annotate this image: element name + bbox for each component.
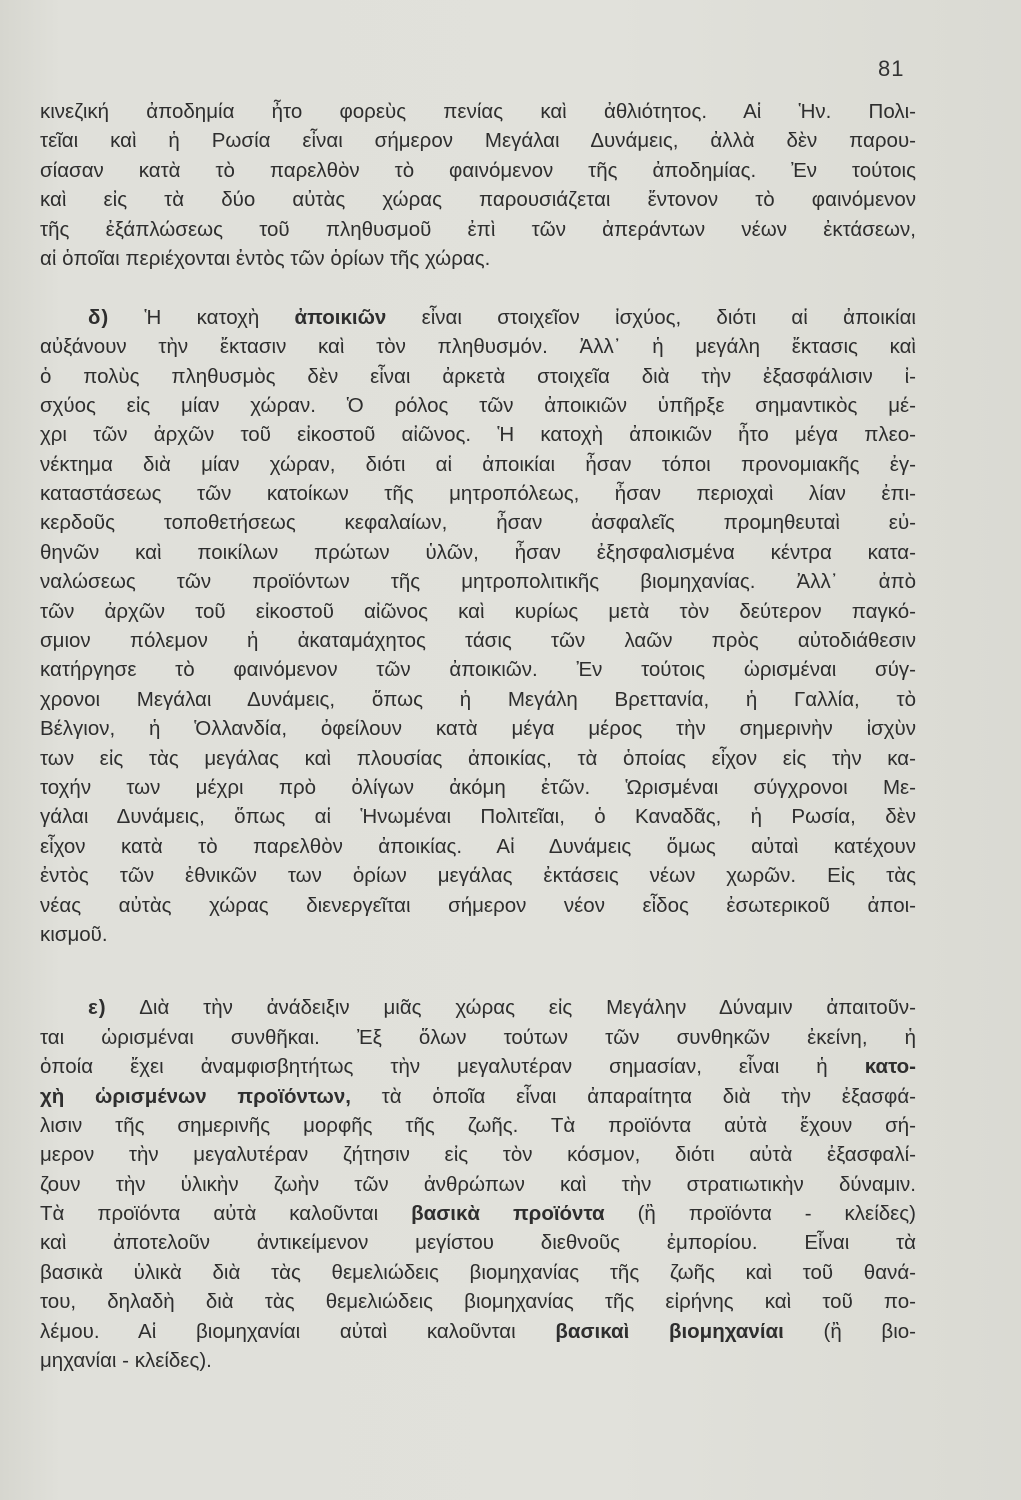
text-line: γάλαι Δυνάμεις, ὅπως αἱ Ἡνωμέναι Πολιτεῖαι, ὁ Καναδᾶς, ἡ Ρωσία, δὲν <box>40 805 916 829</box>
body-text <box>40 97 916 1375</box>
text-line: εἶχον κατὰ τὸ παρελθὸν ἀποικίας. Αἱ Δυνάμεις ὅμως αὐταὶ κατέχουν <box>40 834 916 858</box>
text-line: ναλώσεως τῶν προϊόντων τῆς μητροπολιτικῆς βιομηχανίας. Ἀλλ᾽ ἀπὸ <box>40 570 916 594</box>
text-line <box>40 1317 916 1346</box>
text-run: Τὰ προϊόντα αὐτὰ καλοῦνται <box>40 1202 412 1226</box>
text-line: τῶν ἀρχῶν τοῦ εἰκοστοῦ αἰῶνος καὶ κυρίως μετὰ τὸν δεύτερον παγκό- <box>40 599 916 623</box>
text-line: αἱ ὁποῖαι περιέχονται ἐντὸς τῶν ὁρίων τῆς χώρας. <box>40 246 491 270</box>
text-line: καταστάσεως τῶν κατοίκων τῆς μητροπόλεως, ἦσαν περιοχαὶ λίαν ἐπι- <box>40 482 916 506</box>
text-line <box>40 1199 916 1228</box>
text-line: χρι τῶν ἀρχῶν τοῦ εἰκοστοῦ αἰῶνος. Ἡ κατοχὴ ἀποικιῶν ἦτο μέγα πλεο- <box>40 423 916 447</box>
paragraph-1 <box>40 97 916 273</box>
text-line: κερδοῦς τοποθετήσεως κεφαλαίων, ἦσαν ἀσφαλεῖς προμηθευταὶ εὐ- <box>40 511 916 535</box>
text-line: σχύος εἰς μίαν χώραν. Ὁ ρόλος τῶν ἀποικιῶν ὑπῆρξε σημαντικὸς μέ- <box>40 393 916 417</box>
section-marker: ε) <box>88 996 107 1020</box>
text-line: αὐξάνουν τὴν ἔκτασιν καὶ τὸν πληθυσμόν. Ἀλλ᾽ ἡ μεγάλη ἔκτασις καὶ <box>40 335 916 359</box>
text-line: χρονοι Μεγάλαι Δυνάμεις, ὅπως ἡ Μεγάλη Βρεττανία, ἡ Γαλλία, τὸ <box>40 687 916 711</box>
bold-term: ἀποικιῶν <box>294 305 387 329</box>
text-run: εἶναι στοιχεῖον ἰσχύος, διότι αἱ ἀποικίαι <box>386 305 916 329</box>
bold-term: βασικαὶ βιομηχανίαι <box>555 1319 784 1343</box>
paragraph-delta <box>40 303 916 950</box>
text-line <box>40 993 916 1022</box>
text-line: βασικὰ ὑλικὰ διὰ τὰς θεμελιώδεις βιομηχανίας τῆς ζωῆς καὶ τοῦ θανά- <box>40 1260 916 1284</box>
text-line: κατήργησε τὸ φαινόμενον τῶν ἀποικιῶν. Ἐν τούτοις ὡρισμέναι σύγ- <box>40 658 916 682</box>
text-line <box>40 1082 916 1111</box>
text-line: τοχήν των μέχρι πρὸ ὀλίγων ἀκόμη ἐτῶν. Ὡρισμέναι σύγχρονοι Με- <box>40 775 916 799</box>
text-run: λέμου. Αἱ βιομηχανίαι αὐταὶ καλοῦνται <box>40 1319 556 1343</box>
text-line: Βέλγιον, ἡ Ὁλλανδία, ὀφείλουν κατὰ μέγα μέρος τὴν σημερινὴν ἰσχὺν <box>40 717 916 741</box>
text-line: μερον τὴν μεγαλυτέραν ζήτησιν εἰς τὸν κόσμον, διότι αὐτὰ ἐξασφαλί- <box>40 1143 916 1167</box>
text-line <box>40 1052 916 1081</box>
text-run: τὰ ὁποῖα εἶναι ἀπαραίτητα διὰ τὴν ἐξασφά- <box>350 1084 917 1108</box>
text-run: (ἢ προϊόντα - κλείδες) <box>604 1202 917 1226</box>
text-line: νέας αὐτὰς χώρας διενεργεῖται σήμερον νέον εἶδος ἐσωτερικοῦ ἀποι- <box>40 893 916 917</box>
text-line: των εἰς τὰς μεγάλας καὶ πλουσίας ἀποικίας, τὰ ὁποίας εἶχον εἰς τὴν κα- <box>40 746 916 770</box>
text-line: καὶ εἰς τὰ δύο αὐτὰς χώρας παρουσιάζεται ἔντονον τὸ φαινόμενον <box>40 188 916 212</box>
text-line: κισμοῦ. <box>40 922 108 946</box>
text-line: τεῖαι καὶ ἡ Ρωσία εἶναι σήμερον Μεγάλαι Δυνάμεις, ἀλλὰ δὲν παρου- <box>40 129 916 153</box>
text-line: τῆς ἐξάπλώσεως τοῦ πληθυσμοῦ ἐπὶ τῶν ἀπεράντων νέων ἐκτάσεων, <box>40 217 916 241</box>
text-line: ζουν τὴν ὑλικὴν ζωὴν τῶν ἀνθρώπων καὶ τὴν στρατιωτικὴν δύναμιν. <box>40 1172 916 1196</box>
text-line <box>40 303 916 332</box>
text-run: Διὰ τὴν ἀνάδειξιν μιᾶς χώρας εἰς Μεγάλην Δύναμιν ἀπαιτοῦν- <box>106 996 916 1020</box>
bold-term: χὴ ὡρισμένων προϊόντων, <box>40 1084 351 1108</box>
page-number: 81 <box>878 56 905 81</box>
text-line: νέκτημα διὰ μίαν χώραν, διότι αἱ ἀποικίαι ἦσαν τόποι προνομιακῆς ἐγ- <box>40 452 916 476</box>
text-line: κινεζική ἀποδημία ἦτο φορεὺς πενίας καὶ ἀθλιότητος. Αἱ Ἡν. Πολι- <box>40 100 916 123</box>
text-line: λισιν τῆς σημερινῆς μορφῆς τῆς ζωῆς. Τὰ προϊόντα αὐτὰ ἔχουν σή- <box>40 1113 916 1137</box>
bold-term: βασικὰ προϊόντα <box>411 1202 605 1226</box>
text-run: ὁποία ἔχει ἀναμφισβητήτως τὴν μεγαλυτέραν σημασίαν, εἶναι ἡ <box>40 1055 865 1079</box>
text-run: (ἢ βιο- <box>783 1319 916 1343</box>
text-line: καὶ ἀποτελοῦν ἀντικείμενον μεγίστου διεθνοῦς ἐμπορίου. Εἶναι τὰ <box>40 1231 916 1255</box>
bold-term: κατο- <box>864 1055 916 1079</box>
text-line: ἐντὸς τῶν ἐθνικῶν των ὁρίων μεγάλας ἐκτάσεις νέων χωρῶν. Εἰς τὰς <box>40 864 916 888</box>
section-marker: δ) <box>88 305 110 329</box>
text-line: του, δηλαδὴ διὰ τὰς θεμελιώδεις βιομηχανίας τῆς εἰρήνης καὶ τοῦ πο- <box>40 1290 916 1314</box>
paragraph-epsilon <box>40 993 916 1375</box>
text-run: Ἡ κατοχὴ <box>109 305 295 329</box>
text-line: μηχανίαι - κλείδες). <box>40 1349 212 1373</box>
text-line: θηνῶν καὶ ποικίλων πρώτων ὑλῶν, ἦσαν ἐξησφαλισμένα κέντρα κατα- <box>40 540 916 564</box>
text-line: ται ὡρισμέναι συνθῆκαι. Ἐξ ὅλων τούτων τῶν συνθηκῶν ἐκείνη, ἡ <box>40 1025 916 1049</box>
text-line: ὁ πολὺς πληθυσμὸς δὲν εἶναι ἀρκετὰ στοιχεῖα διὰ τὴν ἐξασφάλισιν ἰ- <box>40 364 916 388</box>
text-line: σίασαν κατὰ τὸ παρελθὸν τὸ φαινόμενον τῆς ἀποδημίας. Ἐν τούτοις <box>40 158 916 182</box>
text-line: σμιον πόλεμον ἡ ἀκαταμάχητος τάσις τῶν λαῶν πρὸς αὐτοδιάθεσιν <box>40 629 916 653</box>
